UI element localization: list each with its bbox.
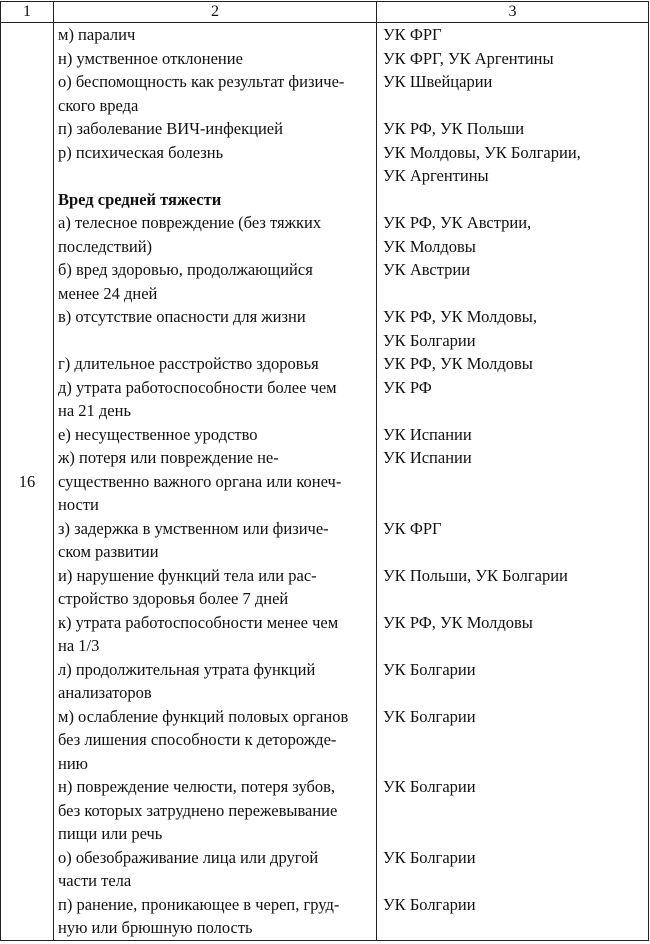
code-reference-line: УК Молдовы — [383, 236, 476, 256]
code-reference-line: УК Болгарии — [383, 777, 476, 796]
table-row — [1, 23, 649, 941]
criterion-line: без лишения способности к деторожде- — [58, 730, 337, 749]
code-reference-line — [383, 282, 648, 306]
criterion-line: о) беспомощность как результат физиче- — [58, 72, 345, 91]
criterion-line: н) умственное отклонение — [58, 48, 243, 68]
code-reference-line — [383, 799, 648, 823]
criterion-line: анализаторов — [58, 683, 152, 702]
harm-criteria-cell — [54, 23, 377, 941]
criterion-line: п) заболевание ВИЧ-инфекцией — [58, 119, 283, 138]
criterion-line: части тела — [58, 871, 132, 890]
header-col-3: 3 — [377, 2, 649, 23]
code-reference-line — [383, 869, 648, 893]
code-reference-line: УК РФ, УК Польши — [383, 119, 525, 138]
criterion-line — [58, 329, 374, 353]
code-reference-line — [383, 493, 648, 517]
code-reference-line — [383, 728, 648, 752]
criterion-line: д) утрата работоспособности более чем — [58, 377, 337, 397]
criterion-line: м) паралич — [58, 25, 136, 44]
code-reference-line: УК Болгарии — [383, 659, 476, 679]
code-reference-line — [383, 470, 648, 494]
code-reference-line: УК РФ — [383, 377, 432, 397]
criterion-line: существенно важного органа или конеч- — [58, 471, 342, 491]
code-reference-line: УК РФ, УК Молдовы, — [383, 307, 537, 326]
code-reference-line — [383, 681, 648, 705]
code-reference-line: УК Болгарии — [383, 706, 476, 726]
code-reference-line: УК Молдовы, УК Болгарии, — [383, 142, 581, 162]
code-reference-line: УК РФ, УК Молдовы — [383, 354, 533, 373]
criterion-line: г) длительное расстройство здоровья — [58, 354, 319, 373]
code-reference-line: УК Польши, УК Болгарии — [383, 565, 568, 585]
comparison-table — [0, 1, 649, 941]
criterion-line: м) ослабление функций половых органов — [58, 706, 349, 726]
criterion-line: п) ранение, проникающее в череп, груд- — [58, 894, 340, 914]
code-reference-line — [383, 399, 648, 423]
criterion-line: без которых затруднено пережевывание — [58, 800, 338, 820]
criterion-line: а) телесное повреждение (без тяжких — [58, 213, 322, 232]
criterion-line: нию — [58, 753, 88, 773]
code-reference-line — [383, 540, 648, 564]
code-reference-line: УК ФРГ — [383, 25, 442, 44]
code-reference-line: УК ФРГ, УК Аргентины — [383, 48, 554, 68]
criterion-line — [58, 164, 374, 188]
code-reference-line: УК Швейцарии — [383, 72, 493, 91]
criterion-line: стройство здоровья более 7 дней — [58, 589, 289, 608]
code-reference-line — [383, 188, 648, 212]
code-reference-line — [383, 752, 648, 776]
header-row — [1, 2, 649, 23]
code-reference-line — [383, 634, 648, 658]
code-reference-line: УК РФ, УК Молдовы — [383, 612, 533, 632]
code-reference-line — [383, 822, 648, 846]
code-reference-line: УК Испании — [383, 424, 472, 444]
code-reference-line: УК Австрии — [383, 260, 471, 279]
header-col-1: 1 — [1, 2, 54, 23]
criterion-line: е) несущественное уродство — [58, 424, 258, 444]
code-reference-line: УК Болгарии — [383, 894, 476, 914]
criterion-line: к) утрата работоспособности менее чем — [58, 612, 339, 632]
code-reference-line: УК ФРГ — [383, 518, 442, 538]
criterion-line: ную или брюшную полость — [58, 918, 253, 937]
criterion-line: на 21 день — [58, 401, 131, 420]
code-reference-line — [383, 916, 648, 940]
criterion-line: ж) потеря или повреждение не- — [58, 448, 279, 467]
criterion-line: ском развитии — [58, 542, 159, 561]
criterion-line: н) повреждение челюсти, потеря зубов, — [58, 777, 336, 796]
code-reference-line: УК Болгарии — [383, 330, 476, 350]
row-number: 16 — [18, 471, 36, 491]
code-reference-line: УК Испании — [383, 448, 472, 467]
criterion-line: о) обезображивание лица или другой — [58, 847, 319, 867]
code-reference-line — [383, 94, 648, 118]
criterion-line: в) отсутствие опасности для жизни — [58, 307, 306, 326]
row-number-cell — [1, 23, 54, 941]
code-reference-line: УК РФ, УК Австрии, — [383, 213, 532, 232]
criterion-line: пищи или речь — [58, 824, 163, 843]
criterion-line: л) продолжительная утрата функций — [58, 659, 316, 679]
criterion-line: ского вреда — [58, 95, 139, 115]
section-heading: Вред средней тяжести — [58, 189, 222, 209]
criterion-line: з) задержка в умственном или физиче- — [58, 518, 329, 538]
code-reference-line: УК Аргентины — [383, 166, 489, 185]
criminal-code-cell — [377, 23, 649, 941]
criterion-line: на 1/3 — [58, 636, 100, 655]
code-reference-line — [383, 587, 648, 611]
criterion-line: р) психическая болезнь — [58, 142, 224, 162]
criterion-line: последствий) — [58, 236, 153, 256]
criterion-line: и) нарушение функций тела или рас- — [58, 565, 317, 585]
criterion-line: ности — [58, 495, 99, 514]
criterion-line: б) вред здоровью, продолжающийся — [58, 260, 313, 279]
header-col-2: 2 — [54, 2, 377, 23]
criterion-line: менее 24 дней — [58, 283, 158, 303]
code-reference-line: УК Болгарии — [383, 847, 476, 867]
